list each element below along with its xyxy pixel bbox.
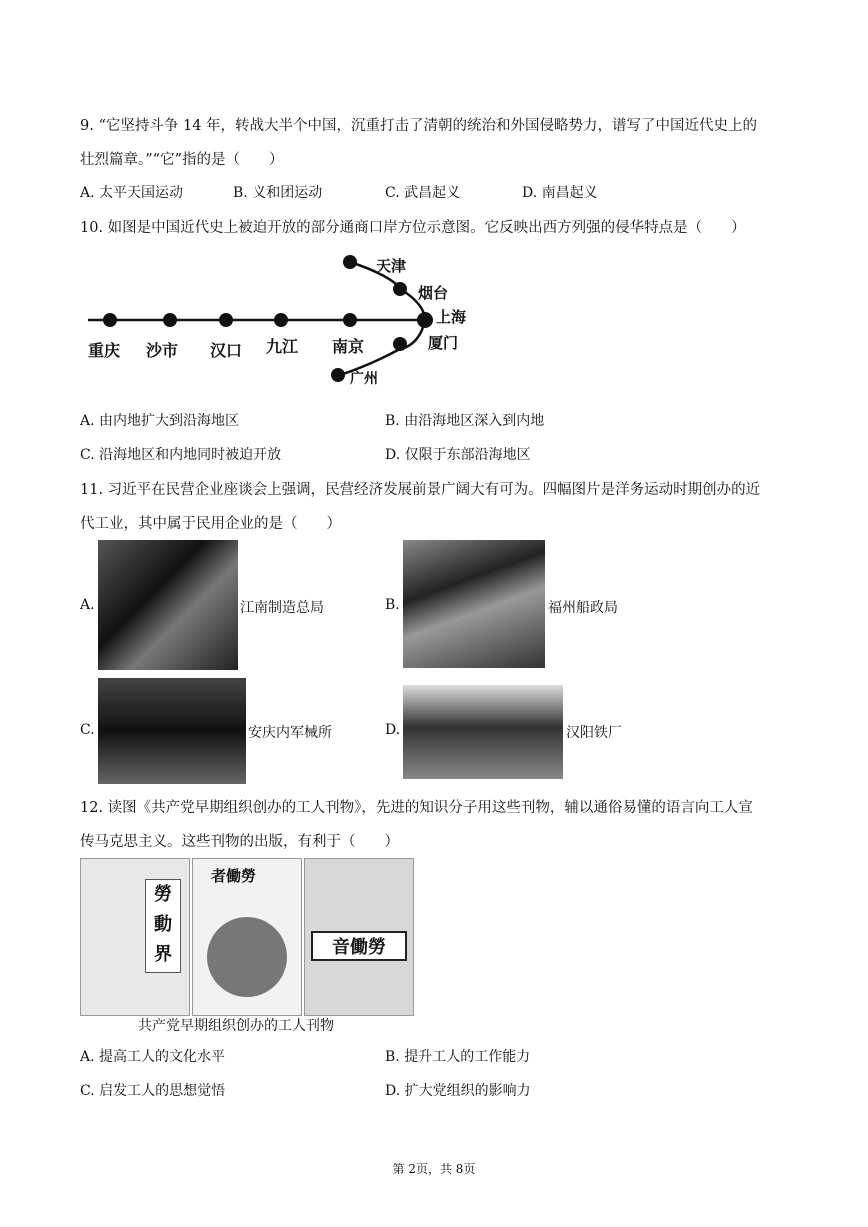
jiangnan-arsenal-photo: [98, 540, 238, 670]
q11-option-d-caption: 汉阳铁厂: [566, 725, 622, 741]
q10-stem: 10. 如图是中国近代史上被迫开放的部分通商口岸方位示意图。它反映出西方列强的侵华特点是（ ）: [80, 220, 746, 236]
q12-option-c: C. 启发工人的思想觉悟: [80, 1083, 226, 1099]
q11-option-a-letter: A.: [80, 597, 95, 613]
dot-yantai: [393, 282, 407, 296]
city-nanjing: 南京: [332, 337, 365, 356]
city-hankou: 汉口: [210, 341, 243, 360]
q11-stem-line1: 11. 习近平在民营企业座谈会上强调，民营经济发展前景广阔大有可为。四幅图片是洋务运动时期创办的近: [80, 482, 761, 498]
q10-option-b: B. 由沿海地区深入到内地: [385, 413, 545, 429]
magazine-laodongjie-title: 勞動界: [145, 879, 181, 973]
city-jiujiang: 九江: [266, 337, 299, 356]
dot-guangzhou: [331, 368, 345, 382]
q11-option-c-caption: 安庆内军械所: [248, 725, 332, 741]
q11-option-b-caption: 福州船政局: [548, 600, 618, 616]
q9-option-a: A. 太平天国运动: [80, 185, 184, 201]
fuzhou-shipyard-photo: [403, 540, 545, 668]
city-xiamen: 厦门: [428, 334, 459, 352]
q10-option-a: A. 由内地扩大到沿海地区: [80, 413, 240, 429]
q9-option-c: C. 武昌起义: [385, 185, 461, 201]
q9-stem-line1: 9. “它坚持斗争 14 年，转战大半个中国，沉重打击了清朝的统治和外国侵略势力，谱写了中国近代史上的: [80, 118, 758, 134]
q12-option-a: A. 提高工人的文化水平: [80, 1049, 226, 1065]
q11-option-d-letter: D.: [385, 722, 401, 738]
q11-option-b-letter: B.: [385, 597, 400, 613]
q10-option-d: D. 仅限于东部沿海地区: [385, 447, 531, 463]
q12-stem-line2: 传马克思主义。这些刊物的出版，有利于（ ）: [80, 834, 399, 850]
page-footer: 第 2页，共 8页: [392, 1162, 476, 1176]
city-yantai: 烟台: [418, 284, 449, 302]
q9-option-b: B. 义和团运动: [233, 185, 323, 201]
dot-tianjin: [343, 255, 357, 269]
hanyang-ironworks-photo: [403, 685, 563, 779]
q11-option-c-letter: C.: [80, 722, 95, 738]
q10-option-c: C. 沿海地区和内地同时被迫开放: [80, 447, 282, 463]
dot-nanjing: [343, 313, 357, 327]
magazine-laodongzhe-illustration: [207, 917, 287, 997]
magazine-laodongzhe-title: 者働勞: [211, 867, 257, 885]
dot-chongqing: [103, 313, 117, 327]
q9-option-d: D. 南昌起义: [522, 185, 598, 201]
q12-option-b: B. 提升工人的工作能力: [385, 1049, 531, 1065]
city-chongqing: 重庆: [88, 341, 121, 360]
city-shashi: 沙市: [146, 341, 179, 360]
magazine-laodongjie: [80, 858, 190, 1016]
magazine-laodongzhe: [192, 858, 302, 1016]
city-shanghai: 上海: [436, 308, 467, 326]
q11-option-a-caption: 江南制造总局: [240, 600, 324, 616]
q9-stem-line2: 壮烈篇章。”“它”指的是（ ）: [80, 152, 284, 168]
q12-figure-caption: 共产党早期组织创办的工人刊物: [138, 1018, 334, 1034]
dot-xiamen: [393, 337, 407, 351]
dot-shanghai: [417, 312, 433, 328]
dot-jiujiang: [274, 313, 288, 327]
q12-option-d: D. 扩大党组织的影响力: [385, 1083, 531, 1099]
magazine-laodongyin: [304, 858, 414, 1016]
anqing-armory-photo: [98, 678, 246, 784]
city-guangzhou: 广州: [350, 371, 378, 387]
city-tianjin: 天津: [376, 257, 407, 275]
q11-stem-line2: 代工业，其中属于民用企业的是（ ）: [80, 516, 341, 532]
dot-shashi: [163, 313, 177, 327]
q12-stem-line1: 12. 读图《共产党早期组织创办的工人刊物》，先进的知识分子用这些刊物，辅以通俗易懂的语言向工人宣: [80, 800, 753, 816]
magazine-laodongyin-title: 音働勞: [311, 931, 407, 961]
dot-hankou: [219, 313, 233, 327]
